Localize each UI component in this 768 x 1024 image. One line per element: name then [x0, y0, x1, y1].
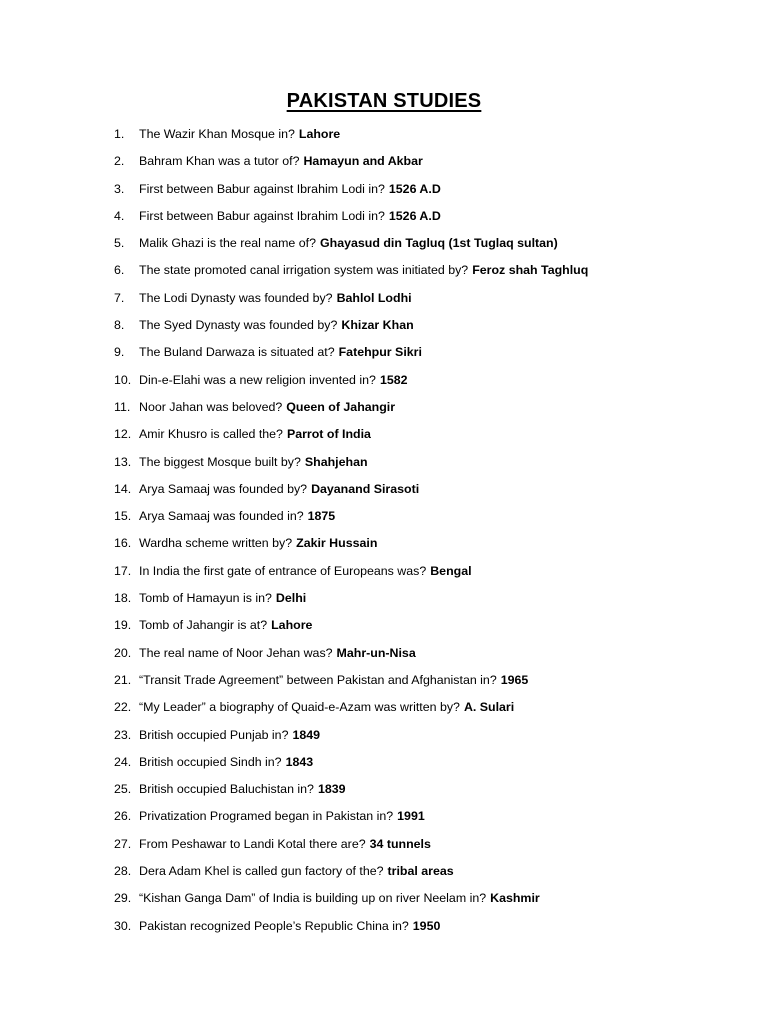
question-text: First between Babur against Ibrahim Lodi in? [139, 208, 385, 223]
answer-text: 1526 A.D [388, 208, 441, 223]
question-item [114, 206, 588, 233]
question-number: 28. [114, 864, 132, 879]
question-item [114, 533, 588, 560]
question-number: 22. [114, 700, 132, 715]
question-text: The biggest Mosque built by? [139, 454, 301, 469]
answer-text: Shahjehan [304, 454, 368, 469]
question-text: Dera Adam Khel is called gun factory of the? [139, 864, 384, 879]
question-item [114, 752, 588, 779]
question-number: 21. [114, 672, 132, 687]
question-text: The Lodi Dynasty was founded by? [139, 290, 333, 305]
answer-text: Dayanand Sirasoti [311, 481, 420, 496]
question-item [114, 506, 588, 533]
question-number: 5. [114, 236, 125, 251]
question-number: 16. [114, 536, 132, 551]
answer-text: 1965 [500, 672, 529, 687]
question-number: 26. [114, 809, 132, 824]
question-text: First between Babur against Ibrahim Lodi in? [139, 181, 385, 196]
question-text: “My Leader” a biography of Quaid-e-Azam was written by? [139, 700, 460, 715]
question-item [114, 643, 588, 670]
answer-text: 1839 [317, 782, 346, 797]
answer-text: Hamayun and Akbar [303, 154, 423, 169]
answer-text: Queen of Jahangir [286, 399, 396, 414]
question-number: 6. [114, 263, 125, 278]
question-text: The Syed Dynasty was founded by? [139, 318, 338, 333]
answer-text: 34 tunnels [369, 836, 431, 851]
question-item [114, 124, 588, 151]
answer-text: 1526 A.D [388, 181, 441, 196]
question-number: 11. [114, 399, 131, 414]
answer-text: Bengal [430, 563, 472, 578]
question-item [114, 315, 588, 342]
answer-text: Lahore [298, 127, 341, 141]
question-number: 1. [114, 127, 125, 141]
question-text: Pakistan recognized People’s Republic China in? [139, 918, 409, 933]
question-number: 9. [114, 345, 125, 360]
answer-text: Feroz shah Taghluq [472, 263, 589, 278]
question-number: 13. [114, 454, 132, 469]
question-text: “Transit Trade Agreement” between Pakistan and Afghanistan in? [139, 672, 497, 687]
question-number: 15. [114, 509, 132, 524]
question-number: 14. [114, 481, 132, 496]
question-number: 2. [114, 154, 125, 169]
question-number: 27. [114, 836, 132, 851]
answer-text: Ghayasud din Tagluq (1st Tuglaq sultan) [320, 236, 558, 251]
answer-text: Zakir Hussain [296, 536, 378, 551]
question-item [114, 888, 588, 915]
question-number: 7. [114, 290, 125, 305]
answer-text: 1991 [397, 809, 425, 824]
answer-text: Fatehpur Sikri [338, 345, 422, 360]
question-text: British occupied Punjab in? [139, 727, 289, 742]
question-text: Privatization Programed began in Pakistan in? [139, 809, 394, 824]
question-text: The state promoted canal irrigation system was initiated by? [139, 263, 469, 278]
question-text: Din-e-Elahi was a new religion invented in? [139, 372, 376, 387]
question-item [114, 288, 588, 315]
question-item [114, 370, 588, 397]
answer-text: 1875 [307, 509, 336, 524]
question-number: 23. [114, 727, 132, 742]
question-text: The Wazir Khan Mosque in? [139, 127, 295, 141]
question-text: Arya Samaaj was founded in? [139, 509, 304, 524]
question-item [114, 151, 588, 178]
question-item [114, 670, 588, 697]
question-text: Bahram Khan was a tutor of? [139, 154, 300, 169]
question-item [114, 479, 588, 506]
question-item [114, 233, 588, 260]
question-text: From Peshawar to Landi Kotal there are? [139, 836, 366, 851]
answer-text: A. Sulari [463, 700, 515, 715]
question-item [114, 916, 588, 943]
question-number: 30. [114, 918, 132, 933]
question-text: “Kishan Ganga Dam” of India is building up on river Neelam in? [139, 891, 487, 906]
answer-text: Delhi [275, 591, 307, 606]
answer-text: Bahlol Lodhi [336, 290, 412, 305]
question-number: 18. [114, 591, 132, 606]
question-number: 20. [114, 645, 132, 660]
answer-text: tribal areas [387, 864, 454, 879]
answer-text: 1950 [412, 918, 441, 933]
question-number: 25. [114, 782, 132, 797]
answer-text: Kashmir [490, 891, 540, 906]
question-text: In India the first gate of entrance of Europeans was? [139, 563, 427, 578]
answer-text: 1843 [285, 754, 314, 769]
question-number: 10. [114, 372, 132, 387]
answer-text: 1849 [292, 727, 321, 742]
question-item [114, 397, 588, 424]
page-title: PAKISTAN STUDIES [286, 90, 482, 112]
question-item [114, 588, 588, 615]
question-text: Amir Khusro is called the? [139, 427, 283, 442]
question-number: 3. [114, 181, 125, 196]
answer-text: Lahore [271, 618, 313, 633]
answer-text: 1582 [379, 372, 408, 387]
question-number: 29. [114, 891, 132, 906]
question-number: 19. [114, 618, 132, 633]
question-number: 4. [114, 208, 125, 223]
question-item [114, 697, 588, 724]
question-number: 17. [114, 563, 132, 578]
question-item [114, 260, 588, 287]
answer-text: Parrot of India [286, 427, 371, 442]
question-text: Arya Samaaj was founded by? [139, 481, 308, 496]
question-item [114, 834, 588, 861]
question-item [114, 561, 588, 588]
question-text: The Buland Darwaza is situated at? [139, 345, 335, 360]
question-text: British occupied Sindh in? [139, 754, 282, 769]
question-text: British occupied Baluchistan in? [139, 782, 314, 797]
question-item [114, 615, 588, 642]
question-item [114, 179, 588, 206]
question-number: 12. [114, 427, 132, 442]
question-text: Wardha scheme written by? [139, 536, 293, 551]
answer-text: Mahr-un-Nisa [336, 645, 416, 660]
question-text: Tomb of Jahangir is at? [139, 618, 268, 633]
question-item [114, 342, 588, 369]
question-text: The real name of Noor Jehan was? [139, 645, 333, 660]
question-item [114, 779, 588, 806]
question-text: Malik Ghazi is the real name of? [139, 236, 316, 251]
question-item [114, 424, 588, 451]
question-list [114, 124, 588, 943]
question-text: Tomb of Hamayun is in? [139, 591, 272, 606]
question-item [114, 452, 588, 479]
question-text: Noor Jahan was beloved? [139, 399, 283, 414]
answer-text: Khizar Khan [341, 318, 414, 333]
question-number: 24. [114, 754, 132, 769]
question-item [114, 725, 588, 752]
question-item [114, 806, 588, 833]
question-number: 8. [114, 318, 125, 333]
question-item [114, 861, 588, 888]
